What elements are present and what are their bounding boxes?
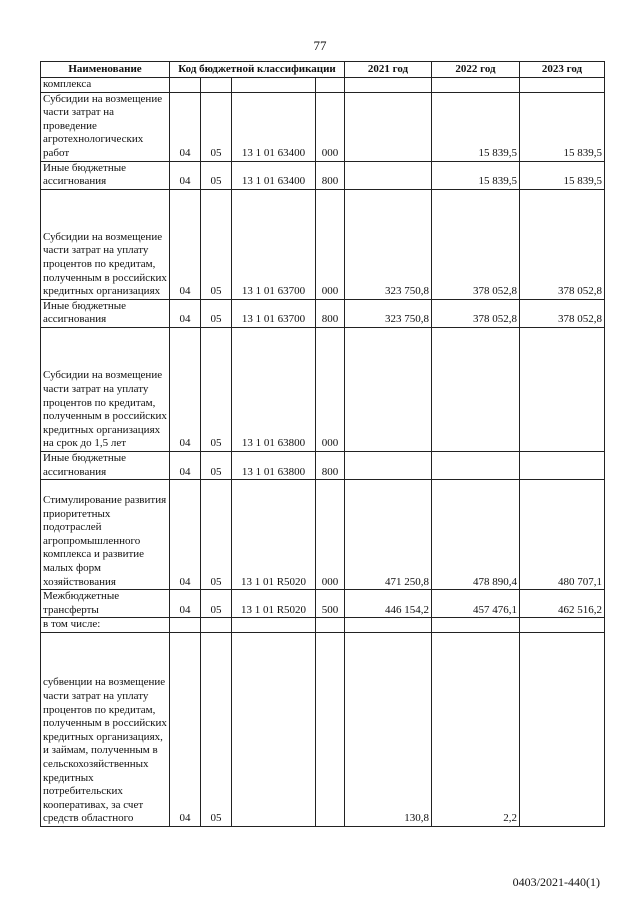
cell-expense-type: 500 [316, 590, 345, 618]
header-name: Наименование [41, 62, 170, 78]
table-header-row [41, 62, 605, 78]
cell-subsection [201, 78, 232, 93]
table-row [41, 92, 605, 161]
table-row [41, 590, 605, 618]
cell-section: 04 [170, 451, 201, 479]
cell-subsection: 05 [201, 92, 232, 161]
cell-subsection: 05 [201, 590, 232, 618]
cell-name: комплекса [41, 78, 170, 93]
cell-name: Субсидии на возмещение части затрат на уплату процентов по кредитам, полученным в российских кредитных организациях на срок до 1,5 лет [41, 327, 170, 451]
table-row [41, 299, 605, 327]
cell-2021 [345, 327, 432, 451]
cell-2021: 446 154,2 [345, 590, 432, 618]
cell-name: Субсидии на возмещение части затрат на уплату процентов по кредитам, полученным в российских кредитных организациях [41, 189, 170, 299]
cell-target-article: 13 1 01 63400 [232, 92, 316, 161]
cell-2022: 15 839,5 [432, 92, 520, 161]
table-row [41, 189, 605, 299]
page-number: 77 [313, 38, 327, 53]
cell-2023 [520, 327, 605, 451]
cell-2021 [345, 161, 432, 189]
cell-2023 [520, 451, 605, 479]
table-row [41, 327, 605, 451]
cell-2023 [520, 632, 605, 826]
cell-subsection: 05 [201, 189, 232, 299]
cell-2022 [432, 618, 520, 633]
cell-2021 [345, 78, 432, 93]
cell-2021 [345, 451, 432, 479]
document-code: 0403/2021-440(1) [512, 875, 600, 889]
table-row [41, 451, 605, 479]
cell-2022: 15 839,5 [432, 161, 520, 189]
cell-name: Иные бюджетные ассигнования [41, 161, 170, 189]
cell-2021 [345, 92, 432, 161]
cell-2022 [432, 78, 520, 93]
cell-2021: 471 250,8 [345, 480, 432, 590]
cell-subsection: 05 [201, 632, 232, 826]
cell-2021: 323 750,8 [345, 189, 432, 299]
cell-2023: 462 516,2 [520, 590, 605, 618]
cell-target-article: 13 1 01 R5020 [232, 480, 316, 590]
cell-expense-type: 000 [316, 327, 345, 451]
cell-target-article: 13 1 01 R5020 [232, 590, 316, 618]
cell-target-article: 13 1 01 63400 [232, 161, 316, 189]
cell-subsection: 05 [201, 451, 232, 479]
cell-2021: 130,8 [345, 632, 432, 826]
cell-2022: 2,2 [432, 632, 520, 826]
cell-section: 04 [170, 327, 201, 451]
cell-expense-type [316, 78, 345, 93]
cell-target-article: 13 1 01 63800 [232, 327, 316, 451]
cell-2022: 378 052,8 [432, 189, 520, 299]
cell-expense-type [316, 632, 345, 826]
header-code: Код бюджетной классификации [170, 62, 345, 78]
cell-subsection: 05 [201, 299, 232, 327]
cell-expense-type: 800 [316, 161, 345, 189]
cell-section: 04 [170, 92, 201, 161]
table-row [41, 618, 605, 633]
cell-name: Субсидии на возмещение части затрат на проведение агротехнологических работ [41, 92, 170, 161]
cell-name: в том числе: [41, 618, 170, 633]
cell-2022 [432, 327, 520, 451]
table-row [41, 161, 605, 189]
cell-target-article: 13 1 01 63700 [232, 189, 316, 299]
cell-2023: 15 839,5 [520, 161, 605, 189]
cell-target-article [232, 632, 316, 826]
cell-section: 04 [170, 480, 201, 590]
budget-table [40, 61, 605, 827]
cell-2022 [432, 451, 520, 479]
cell-2023: 378 052,8 [520, 189, 605, 299]
cell-2022: 457 476,1 [432, 590, 520, 618]
cell-subsection [201, 618, 232, 633]
cell-section [170, 618, 201, 633]
cell-expense-type: 000 [316, 92, 345, 161]
cell-subsection: 05 [201, 161, 232, 189]
header-2022: 2022 год [432, 62, 520, 78]
cell-expense-type: 000 [316, 189, 345, 299]
cell-section [170, 78, 201, 93]
cell-target-article: 13 1 01 63800 [232, 451, 316, 479]
cell-target-article: 13 1 01 63700 [232, 299, 316, 327]
cell-2023: 480 707,1 [520, 480, 605, 590]
cell-expense-type [316, 618, 345, 633]
cell-name: Иные бюджетные ассигнования [41, 451, 170, 479]
cell-name: Иные бюджетные ассигнования [41, 299, 170, 327]
header-2023: 2023 год [520, 62, 605, 78]
cell-section: 04 [170, 590, 201, 618]
cell-subsection: 05 [201, 480, 232, 590]
header-2021: 2021 год [345, 62, 432, 78]
cell-expense-type: 800 [316, 299, 345, 327]
cell-section: 04 [170, 161, 201, 189]
cell-target-article [232, 618, 316, 633]
cell-2023 [520, 618, 605, 633]
cell-name: субвенции на возмещение части затрат на уплату процентов по кредитам, полученным в российских кредитных организациях, и займам, полученным в сельскохозяйственных кредитных потребительских кооперативах, за счет средств областного [41, 632, 170, 826]
cell-2023: 15 839,5 [520, 92, 605, 161]
cell-2021 [345, 618, 432, 633]
cell-section: 04 [170, 189, 201, 299]
table-row [41, 480, 605, 590]
table-row [41, 78, 605, 93]
cell-section: 04 [170, 299, 201, 327]
cell-subsection: 05 [201, 327, 232, 451]
cell-2021: 323 750,8 [345, 299, 432, 327]
cell-2023 [520, 78, 605, 93]
cell-name: Межбюджетные трансферты [41, 590, 170, 618]
cell-target-article [232, 78, 316, 93]
cell-expense-type: 000 [316, 480, 345, 590]
cell-section: 04 [170, 632, 201, 826]
table-row [41, 632, 605, 826]
cell-2022: 478 890,4 [432, 480, 520, 590]
cell-expense-type: 800 [316, 451, 345, 479]
cell-name: Стимулирование развития приоритетных подотраслей агропромышленного комплекса и развитие малых форм хозяйствования [41, 480, 170, 590]
cell-2022: 378 052,8 [432, 299, 520, 327]
cell-2023: 378 052,8 [520, 299, 605, 327]
